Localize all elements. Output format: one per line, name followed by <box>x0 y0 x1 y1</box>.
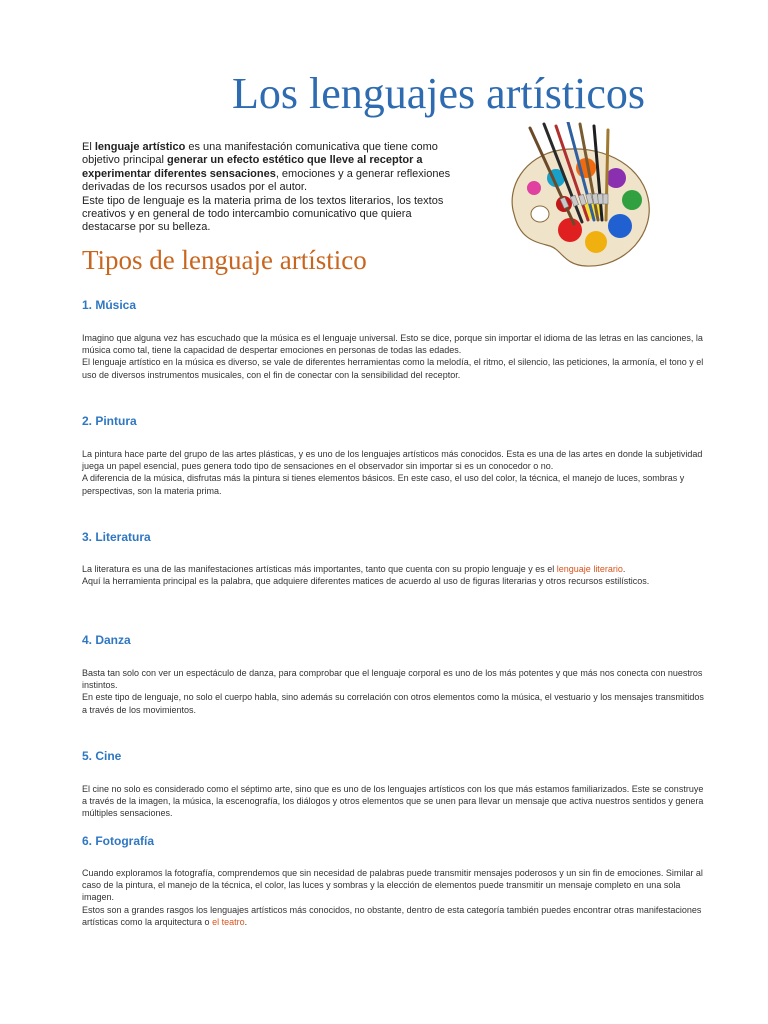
heading-fotografia: 6. Fotografía <box>82 834 155 848</box>
section-subtitle: Tipos de lenguaje artístico <box>82 245 367 275</box>
text-danza: Basta tan solo con ver un espectáculo de danza, para comprobar que el lenguaje corporal es uno de los más potentes y que más nos conecta con nuestros instintos. En este tipo de lenguaje, no solo el cuerpo habla, sino además su correlación con otros elementos como la música, el vestuario y los mensajes transmitidos a través de los movimientos. <box>82 668 704 715</box>
intro-text <box>82 141 466 235</box>
heading-danza: 4. Danza <box>82 633 131 647</box>
link-el-teatro[interactable]: el teatro <box>212 916 245 927</box>
intro-paragraph-1: El lenguaje artístico es una manifestación comunicativa que tiene como objetivo principal generar un efecto estético que lleve al receptor a experimentar diferentes sensaciones, emociones y a generar reflexiones derivadas de los recursos usados por el autor. <box>82 141 451 194</box>
text-literatura: La literatura es una de las manifestaciones artísticas más importantes, tanto que cuenta con su propio lenguaje y es el lenguaje literario. Aquí la herramienta principal es la palabra, que adquiere diferentes matices de acuerdo al uso de figuras literarias y otros recursos estilísticos. <box>82 564 650 587</box>
text-pintura: La pintura hace parte del grupo de las artes plásticas, y es uno de los lenguajes artísticos más conocidos. Esta es una de las artes en donde la subjetividad juega un papel esencial, pues genera todo tipo de sensaciones en el observador sin importar si es un conocedor o no. A diferencia de la música, disfrutas más la pintura si tienes elementos básicos. En este caso, el uso del color, la técnica, el manejo de luces, sombras y perspectivas, son la materia prima. <box>82 449 703 496</box>
text-fotografia: Cuando exploramos la fotografía, comprendemos que sin necesidad de palabras puede transmitir mensajes poderosos y un sin fin de emociones. Similar al caso de la pintura, el manejo de la técnica, el color, las luces y sombras y la elección de elementos puede transmitir un mensaje completo en una sola imagen. Estos son a grandes rasgos los lenguajes artísticos más conocidos, no obstante, dentro de esta categoría también puedes encontrar otras manifestaciones artísticas como la arquitectura o el teatro. <box>82 868 703 927</box>
intro-paragraph-2: Este tipo de lenguaje es la materia prima de los textos literarios, los textos creativos y en general de todo intercambio comunicativo que quiera destacarse por su belleza. <box>82 194 444 234</box>
text-cine: El cine no solo es considerado como el séptimo arte, sino que es uno de los lenguajes artísticos con los que más estamos familiarizados. Este se construye a través de la imagen, la música, la escenografía, los diálogos y otros elementos que se unen para llevar un mensaje que activa nuestros sentidos y genera múltiples sensaciones. <box>82 784 704 819</box>
heading-literatura: 3. Literatura <box>82 530 151 544</box>
heading-musica: 1. Música <box>82 298 137 312</box>
paint-palette-icon <box>500 122 656 272</box>
page-title: Los lenguajes artísticos <box>232 69 646 118</box>
text-musica: Imagino que alguna vez has escuchado que la música es el lenguaje universal. Esto se dice, porque sin importar el idioma de las letras en las canciones, la música como tal, tiene la capacidad de despertar emociones en personas de todas las edades. El lenguaje artístico en la música es diverso, se vale de diferentes herramientas como la melodía, el ritmo, el silencio, las peticiones, la armonía, el tono y el uso de diversos instrumentos musicales, con el fin de conectar con la sensibilidad del receptor. <box>82 333 704 380</box>
heading-cine: 5. Cine <box>82 749 122 763</box>
link-lenguaje-literario[interactable]: lenguaje literario <box>556 564 623 574</box>
heading-pintura: 2. Pintura <box>82 414 137 428</box>
